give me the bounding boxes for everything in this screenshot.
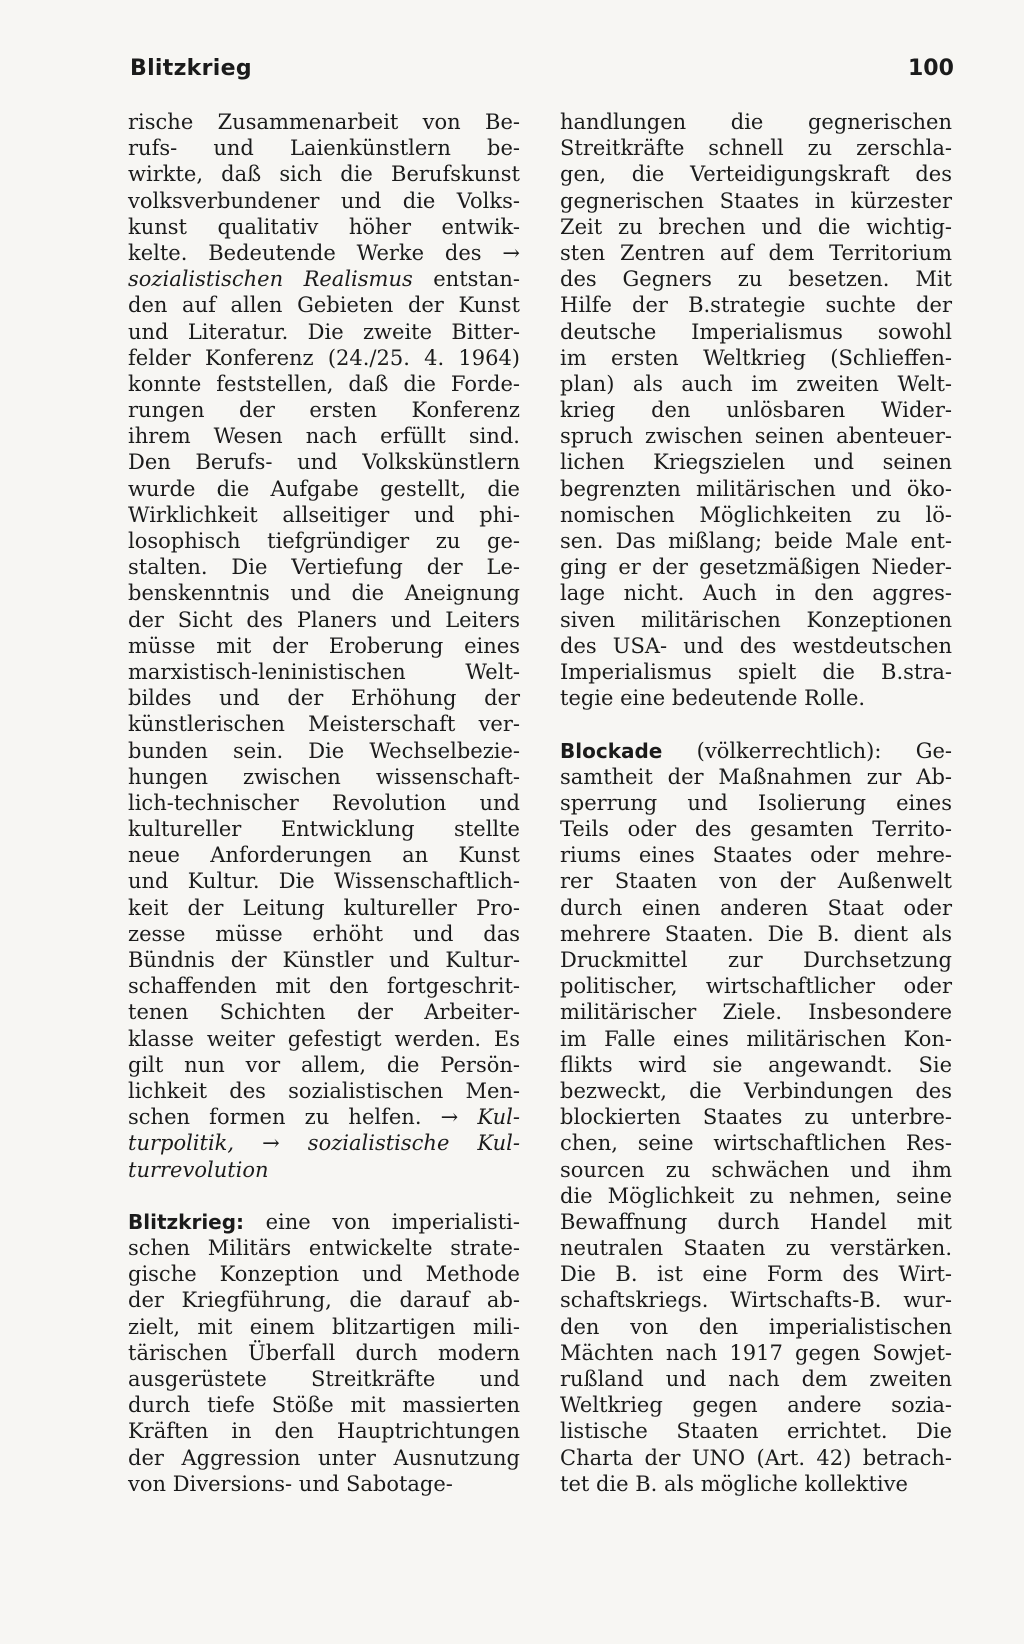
text-span: müsse mit der Eroberung eines: [128, 633, 520, 658]
text-span: Hilfe der B.strategie suchte der: [560, 293, 952, 318]
text-span: tenen Schichten der Arbeiter-: [128, 1000, 520, 1025]
text-span: gen, die Verteidigungskraft des: [560, 162, 952, 187]
text-line: [128, 528, 520, 554]
text-line: [128, 214, 520, 240]
text-span: der Sicht des Planers und Leiters: [128, 607, 520, 632]
text-line: [560, 188, 952, 214]
text-span: stalten. Die Vertiefung der Le-: [128, 555, 520, 580]
text-span: lich-technischer Revolution und: [128, 790, 520, 815]
text-span: des USA- und des westdeutschen: [560, 633, 952, 658]
text-line: [128, 266, 520, 292]
text-line: [128, 397, 520, 423]
text-span: neue Anforderungen an Kunst: [128, 843, 520, 868]
text-span: sen. Das mißlang; beide Male ent-: [560, 529, 952, 553]
text-span: handlungen die gegnerischen: [560, 110, 952, 134]
text-span: Imperialismus spielt die B.stra-: [560, 659, 952, 684]
text-span: Kräften in den Hauptrichtungen: [128, 1419, 520, 1444]
text-span: schen formen zu helfen. →: [128, 1105, 478, 1130]
text-line: [128, 109, 520, 135]
text-line: [560, 1340, 952, 1366]
text-line: [560, 554, 952, 580]
text-line: [560, 161, 952, 187]
text-line: [128, 868, 520, 894]
text-line: [128, 816, 520, 842]
text-line: [560, 423, 952, 449]
text-span: Bewaffnung durch Handel mit: [560, 1209, 952, 1234]
cross-reference: sozialistischen Realismus: [128, 267, 413, 292]
text-line: [128, 1261, 520, 1287]
text-line: [560, 999, 952, 1025]
text-line: [560, 659, 952, 685]
text-line: [560, 738, 952, 764]
text-line: [128, 319, 520, 345]
text-span: klasse weiter gefestigt werden. Es: [128, 1026, 520, 1051]
text-span: losophisch tiefgründiger zu ge-: [128, 529, 520, 553]
text-span: spruch zwischen seinen abenteuer-: [560, 424, 952, 449]
text-line: [128, 921, 520, 947]
text-line: [560, 816, 952, 842]
text-span: ging er der gesetzmäßigen Nieder-: [560, 555, 952, 580]
paragraph-gap: [560, 711, 952, 737]
text-span: schen Militärs entwickelte strate-: [128, 1236, 520, 1261]
text-span: Weltkrieg gegen andere sozia-: [560, 1393, 952, 1418]
text-line: [128, 1052, 520, 1078]
text-span: mehrere Staaten. Die B. dient als: [560, 921, 952, 946]
text-line: [560, 1104, 952, 1130]
text-line: [128, 292, 520, 318]
text-span: sourcen zu schwächen und ihm: [560, 1157, 952, 1182]
text-span: Teils oder des gesamten Territo-: [560, 817, 952, 842]
text-span: tet die B. als mögliche kollektive: [560, 1471, 908, 1496]
text-line: [560, 1052, 952, 1078]
text-span: ihrem Wesen nach erfüllt sind.: [128, 424, 520, 449]
text-span: →: [234, 1131, 308, 1156]
text-line: [128, 371, 520, 397]
text-span: sperrung und Isolierung eines: [560, 790, 952, 815]
text-span: nomischen Möglichkeiten zu lö-: [560, 502, 952, 527]
text-line: [560, 371, 952, 397]
text-line: [128, 1314, 520, 1340]
text-line: [560, 1026, 952, 1052]
text-line: [560, 214, 952, 240]
text-line: [560, 921, 952, 947]
text-line: [128, 161, 520, 187]
cross-reference: Kul-: [477, 1105, 520, 1130]
text-span: blockierten Staates zu unterbre-: [560, 1105, 952, 1130]
text-span: (völkerrechtlich): Ge-: [662, 738, 952, 763]
text-span: lichkeit des sozialistischen Men-: [128, 1078, 520, 1103]
text-line: [128, 738, 520, 764]
text-line: [128, 842, 520, 868]
text-line: [560, 1078, 952, 1104]
text-span: ausgerüstete Streitkräfte und: [128, 1367, 520, 1391]
text-line: [560, 345, 952, 371]
text-span: siven militärischen Konzeptionen: [560, 607, 952, 632]
text-line: [128, 135, 520, 161]
text-line: [560, 973, 952, 999]
text-span: kelte. Bedeutende Werke des →: [128, 240, 520, 265]
text-line: [128, 973, 520, 999]
text-span: von Diversions- und Sabotage-: [128, 1471, 453, 1496]
text-line: [128, 502, 520, 528]
text-line: [560, 1183, 952, 1209]
text-span: durch tiefe Stöße mit massierten: [128, 1393, 520, 1418]
text-line: [560, 1366, 952, 1392]
text-line: [128, 1209, 520, 1235]
text-line: [560, 895, 952, 921]
text-span: der Kriegführung, die darauf ab-: [128, 1288, 520, 1313]
text-line: [560, 1261, 952, 1287]
text-line: [128, 554, 520, 580]
text-line: [128, 1157, 520, 1183]
text-line: [560, 1471, 952, 1497]
text-span: künstlerischen Meisterschaft ver-: [128, 712, 520, 737]
text-span: rer Staaten von der Außenwelt: [560, 869, 952, 894]
text-span: begrenzten militärischen und öko-: [560, 476, 952, 501]
text-span: plan) als auch im zweiten Welt-: [560, 371, 952, 396]
text-span: neutralen Staaten zu verstärken.: [560, 1236, 952, 1261]
text-span: sten Zentren auf dem Territorium: [560, 240, 952, 265]
text-span: rußland und nach dem zweiten: [560, 1367, 952, 1391]
text-span: felder Konferenz (24./25. 4. 1964): [128, 345, 520, 370]
text-span: gegnerischen Staates in kürzester: [560, 188, 952, 213]
text-span: rufs- und Laienkünstlern be-: [128, 136, 520, 161]
text-line: [560, 1445, 952, 1471]
text-span: deutsche Imperialismus sowohl: [560, 319, 952, 344]
text-line: [560, 476, 952, 502]
text-span: volksverbundener und die Volks-: [128, 188, 520, 213]
running-head: Blitzkrieg: [130, 56, 252, 81]
text-line: [128, 607, 520, 633]
text-span: durch einen anderen Staat oder: [560, 895, 952, 920]
text-span: bunden sein. Die Wechselbezie-: [128, 738, 520, 763]
text-line: [128, 580, 520, 606]
text-span: lage nicht. Auch in den aggres-: [560, 581, 952, 606]
text-line: [560, 135, 952, 161]
text-line: [128, 790, 520, 816]
text-span: des Gegners zu besetzen. Mit: [560, 267, 952, 292]
text-line: [128, 423, 520, 449]
text-line: [560, 1209, 952, 1235]
text-line: [560, 397, 952, 423]
text-line: [128, 1078, 520, 1104]
text-line: [560, 685, 952, 711]
text-span: krieg den unlösbaren Wider-: [560, 398, 952, 423]
text-line: [560, 292, 952, 318]
text-line: [560, 764, 952, 790]
text-span: rische Zusammenarbeit von Be-: [128, 110, 520, 134]
text-span: die Möglichkeit zu nehmen, seine: [560, 1183, 952, 1208]
text-line: [128, 1287, 520, 1313]
text-line: [560, 1287, 952, 1313]
text-span: chen, seine wirtschaftlichen Res-: [560, 1131, 952, 1156]
text-span: Streitkräfte schnell zu zerschla-: [560, 136, 952, 161]
text-line: [560, 607, 952, 633]
text-span: riums eines Staates oder mehre-: [560, 843, 952, 868]
text-span: rungen der ersten Konferenz: [128, 398, 520, 423]
text-span: bezweckt, die Verbindungen des: [560, 1078, 952, 1103]
text-line: [560, 1392, 952, 1418]
text-span: gilt nun vor allem, die Persön-: [128, 1052, 520, 1077]
text-span: konnte feststellen, daß die Forde-: [128, 371, 520, 396]
text-span: den von den imperialistischen: [560, 1314, 952, 1339]
text-line: [128, 1026, 520, 1052]
text-span: entstan-: [412, 267, 520, 292]
text-span: benskenntnis und die Aneignung: [128, 581, 520, 606]
text-span: zesse müsse erhöht und das: [128, 921, 520, 946]
text-line: [560, 502, 952, 528]
text-line: [560, 528, 952, 554]
text-span: listische Staaten errichtet. Die: [560, 1419, 952, 1444]
text-span: militärischer Ziele. Insbesondere: [560, 1000, 952, 1025]
text-line: [560, 868, 952, 894]
text-line: [560, 266, 952, 292]
text-line: [560, 842, 952, 868]
text-line: [560, 947, 952, 973]
text-span: tegie eine bedeutende Rolle.: [560, 686, 866, 711]
text-span: tärischen Überfall durch modern: [128, 1340, 520, 1365]
text-line: [560, 240, 952, 266]
text-line: [128, 1392, 520, 1418]
text-line: [128, 1340, 520, 1366]
text-line: [128, 999, 520, 1025]
text-line: [560, 109, 952, 135]
text-line: [128, 240, 520, 266]
text-line: [128, 685, 520, 711]
text-span: wirkte, daß sich die Berufskunst: [128, 162, 520, 187]
text-span: Bündnis der Künstler und Kultur-: [128, 948, 520, 972]
text-span: hungen zwischen wissenschaft-: [128, 764, 520, 789]
text-span: lichen Kriegszielen und seinen: [560, 450, 952, 475]
text-line: [128, 947, 520, 973]
text-span: wurde die Aufgabe gestellt, die: [128, 476, 520, 501]
text-line: [560, 449, 952, 475]
text-span: Den Berufs- und Volkskünstlern: [128, 450, 520, 475]
cross-reference: turrevolution: [128, 1157, 269, 1182]
text-span: den auf allen Gebieten der Kunst: [128, 293, 520, 318]
text-span: Wirklichkeit allseitiger und phi-: [128, 502, 520, 527]
text-line: [128, 1418, 520, 1444]
text-line: [128, 633, 520, 659]
text-span: samtheit der Maßnahmen zur Ab-: [560, 764, 952, 789]
text-line: [128, 1445, 520, 1471]
text-line: [128, 1235, 520, 1261]
text-line: [128, 345, 520, 371]
text-line: [560, 1130, 952, 1156]
text-span: zielt, mit einem blitzartigen mili-: [128, 1314, 520, 1339]
paragraph-gap: [128, 1183, 520, 1209]
text-line: [560, 319, 952, 345]
text-span: flikts wird sie angewandt. Sie: [560, 1052, 952, 1077]
left-column: [128, 109, 520, 1497]
text-span: und Literatur. Die zweite Bitter-: [128, 319, 520, 344]
text-line: [128, 895, 520, 921]
text-line: [128, 1104, 520, 1130]
text-line: [128, 711, 520, 737]
text-line: [560, 1314, 952, 1340]
text-span: Die B. ist eine Form des Wirt-: [560, 1262, 952, 1287]
text-span: Zeit zu brechen und die wichtig-: [560, 214, 952, 239]
text-span: der Aggression unter Ausnutzung: [128, 1445, 520, 1470]
text-line: [128, 449, 520, 475]
text-span: Charta der UNO (Art. 42) betrach-: [560, 1445, 952, 1470]
text-span: schaftskriegs. Wirtschafts-B. wur-: [560, 1288, 952, 1313]
text-span: keit der Leitung kultureller Pro-: [128, 895, 520, 920]
entry-headword: Blockade: [560, 738, 663, 763]
text-line: [560, 1235, 952, 1261]
text-line: [128, 188, 520, 214]
right-column: [560, 109, 952, 1497]
text-line: [128, 764, 520, 790]
text-line: [128, 659, 520, 685]
cross-reference: turpolitik,: [128, 1131, 235, 1156]
text-span: bildes und der Erhöhung der: [128, 686, 520, 711]
text-span: Druckmittel zur Durchsetzung: [560, 948, 952, 972]
cross-reference: sozialistische Kul-: [307, 1131, 520, 1156]
text-span: kultureller Entwicklung stellte: [128, 817, 520, 842]
text-line: [128, 1130, 520, 1156]
text-span: eine von imperialisti-: [244, 1209, 520, 1234]
text-line: [560, 580, 952, 606]
text-line: [128, 476, 520, 502]
text-line: [560, 633, 952, 659]
text-span: im ersten Weltkrieg (Schlieffen-: [560, 345, 952, 370]
text-span: kunst qualitativ höher entwik-: [128, 214, 520, 239]
text-line: [560, 1418, 952, 1444]
text-line: [128, 1471, 520, 1497]
text-span: schaffenden mit den fortgeschrit-: [128, 974, 520, 999]
text-span: und Kultur. Die Wissenschaftlich-: [128, 869, 520, 894]
text-span: politischer, wirtschaftlicher oder: [560, 974, 952, 999]
text-span: gische Konzeption und Methode: [128, 1262, 520, 1287]
entry-headword: Blitzkrieg:: [128, 1209, 245, 1234]
text-span: Mächten nach 1917 gegen Sowjet-: [560, 1340, 952, 1365]
text-span: marxistisch-leninistischen Welt-: [128, 659, 520, 684]
text-line: [560, 790, 952, 816]
page-number: 100: [908, 56, 954, 81]
text-line: [128, 1366, 520, 1392]
text-span: im Falle eines militärischen Kon-: [560, 1026, 952, 1051]
text-line: [560, 1157, 952, 1183]
